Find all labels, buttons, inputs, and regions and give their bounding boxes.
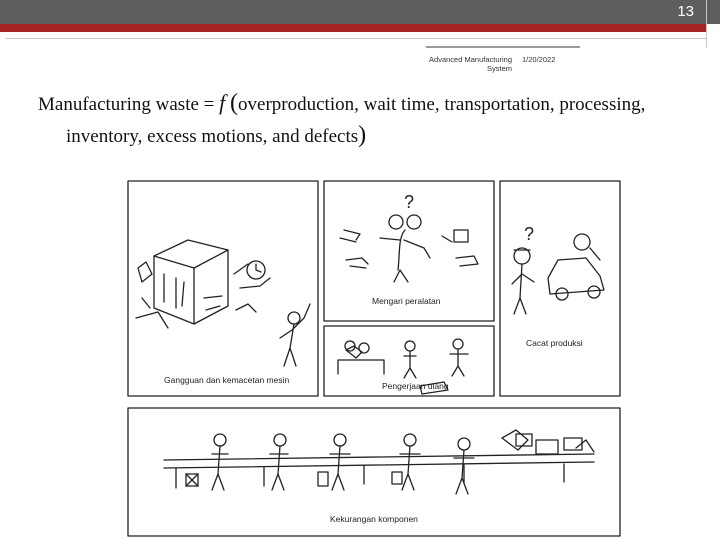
formula-close-paren: ): [358, 122, 367, 148]
page-number: 13: [677, 3, 694, 20]
sketch-drawing: [124, 178, 626, 540]
footer-date: 1/20/2022: [522, 55, 556, 64]
footer-title: Advanced Manufacturing System: [429, 55, 512, 73]
frame-corner: [706, 0, 720, 48]
caption-rework: Pengerjaan ulang: [382, 381, 449, 391]
formula-line-2: inventory, excess motions, and defects: [66, 126, 359, 147]
question-mark-search: ?: [404, 192, 415, 212]
formula-line-1: overproduction, wait time, transportation, processing,: [238, 94, 646, 115]
frame-line: [6, 38, 706, 39]
tools-sketch: [340, 230, 478, 268]
waste-illustration: [124, 178, 626, 540]
caption-defect: Cacat produksi: [526, 338, 583, 348]
formula-function: f: [219, 90, 226, 115]
worker-machine: [280, 304, 310, 366]
caption-search: Mengari peralatan: [372, 296, 441, 306]
caption-machine: Gangguan dan kemacetan mesin: [164, 375, 290, 385]
formula-open-paren: (: [230, 90, 239, 116]
caption-shortage: Kekurangan komponen: [330, 514, 418, 524]
defect-car-sketch: [548, 234, 604, 300]
accent-bar: [0, 24, 706, 32]
panel-machine-frame: [128, 181, 318, 396]
line-boxes: [186, 382, 582, 486]
waste-formula: [38, 88, 708, 152]
title-bar: [0, 0, 720, 24]
formula-lhs: Manufacturing waste =: [38, 94, 220, 115]
frame-line-accent: [426, 46, 580, 48]
formula-line-2-wrap: [38, 120, 708, 152]
conveyor-line: [164, 454, 594, 488]
inspector-sketch: [512, 248, 534, 314]
worker-searching: [380, 215, 430, 282]
rework-sketch: [338, 339, 468, 378]
question-mark-defect: ?: [524, 224, 535, 244]
machine-sketch: [136, 240, 270, 328]
